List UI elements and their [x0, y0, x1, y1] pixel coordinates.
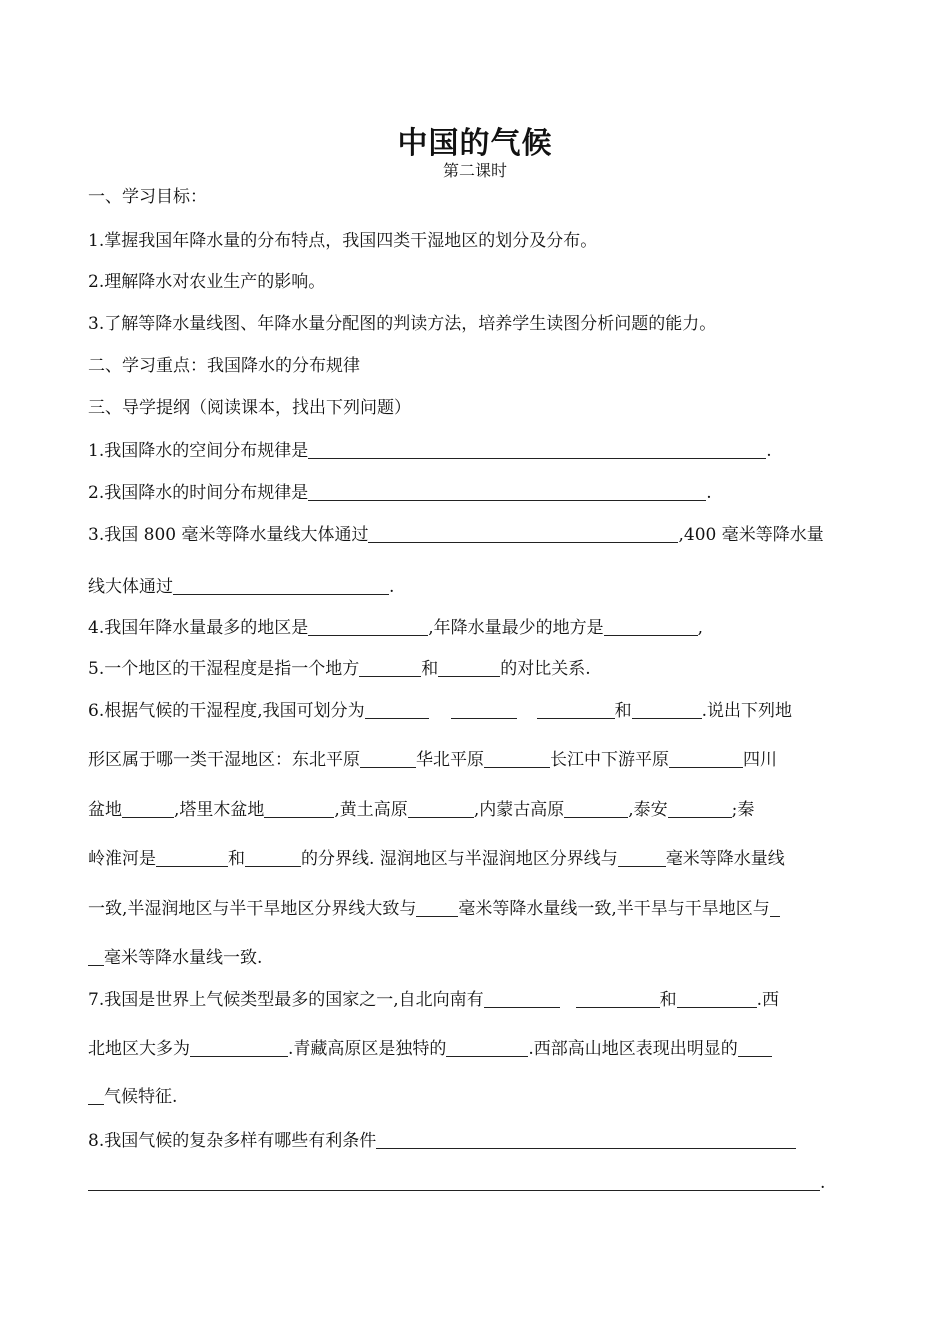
goal-2: 2.理解降水对农业生产的影响。 — [88, 272, 326, 292]
answer-blank[interactable] — [770, 898, 780, 917]
question-5-text: 5.一个地区的干湿程度是指一个地方 — [88, 659, 360, 679]
question-2 — [88, 481, 868, 505]
question-6-line-2 — [88, 748, 868, 772]
outline-heading: 三、导学提纲（阅读课本，找出下列问题） — [88, 398, 411, 418]
answer-blank[interactable] — [604, 617, 698, 636]
question-7 — [88, 988, 868, 1012]
q7-l2b: .青藏高原区是独特的 — [288, 1039, 447, 1059]
answer-blank[interactable] — [359, 658, 421, 677]
q6-l3b: ,塔里木盆地 — [174, 800, 265, 820]
q6-l5a: 一致,半湿润地区与半干旱地区分界线大致与 — [88, 899, 417, 919]
answer-blank[interactable] — [738, 1038, 772, 1057]
question-1-text: 1.我国降水的空间分布规律是 — [88, 441, 309, 461]
question-3 — [88, 523, 868, 547]
q6-l2d: 四川 — [743, 750, 777, 770]
question-4-end: , — [697, 618, 704, 638]
question-2-end: . — [706, 483, 712, 503]
goal-3: 3.了解等降水量线图、年降水量分配图的判读方法，培养学生读图分析问题的能力。 — [88, 314, 717, 334]
page-title: 中国的气候 — [397, 126, 553, 161]
answer-blank[interactable] — [576, 989, 660, 1008]
question-5-end: 的对比关系. — [500, 659, 591, 679]
q6-l3d: ,内蒙古高原 — [473, 800, 565, 820]
question-3-line-2 — [88, 575, 868, 599]
question-8-text: 8.我国气候的复杂多样有哪些有利条件 — [88, 1131, 377, 1151]
question-3-text: 3.我国 800 毫米等降水量线大体通过 — [88, 525, 369, 545]
focus-line: 二、学习重点：我国降水的分布规律 — [88, 356, 360, 376]
answer-blank[interactable] — [618, 848, 666, 867]
answer-blank[interactable] — [88, 947, 104, 966]
question-6 — [88, 699, 868, 723]
answer-blank[interactable] — [264, 799, 334, 818]
answer-blank[interactable] — [376, 1130, 796, 1149]
answer-blank[interactable] — [308, 617, 428, 636]
q6-l2a: 形区属于哪一类干湿地区：东北平原 — [88, 750, 360, 770]
answer-blank[interactable] — [416, 898, 458, 917]
answer-blank[interactable] — [438, 658, 500, 677]
answer-blank[interactable] — [677, 989, 757, 1008]
q7-l3: 气候特征. — [104, 1087, 178, 1107]
q6-l3c: ,黄土高原 — [334, 800, 408, 820]
question-6-line-5 — [88, 897, 868, 921]
question-5 — [88, 657, 868, 681]
question-4 — [88, 616, 868, 640]
q6-l5b: 毫米等降水量线一致,半干旱与干旱地区与 — [458, 899, 770, 919]
question-6-and: 和 — [614, 701, 632, 721]
answer-blank[interactable] — [451, 700, 517, 719]
answer-blank[interactable] — [446, 1038, 528, 1057]
question-1-end: . — [766, 441, 772, 461]
answer-blank[interactable] — [88, 1172, 820, 1191]
question-7-and: 和 — [659, 990, 677, 1010]
question-5-and: 和 — [421, 659, 439, 679]
goal-1: 1.掌握我国年降水量的分布特点，我国四类干湿地区的划分及分布。 — [88, 231, 598, 251]
answer-blank[interactable] — [360, 749, 416, 768]
question-4-mid: ,年降水量最少的地方是 — [428, 618, 604, 638]
question-6-line-3 — [88, 798, 868, 822]
q7-l2c: .西部高山地区表现出明显的 — [528, 1039, 738, 1059]
page-subtitle: 第二课时 — [442, 161, 507, 180]
question-3-line2-text: 线大体通过 — [88, 577, 173, 597]
question-6-text: 6.根据气候的干湿程度,我国可划分为 — [88, 701, 365, 721]
answer-blank[interactable] — [668, 799, 732, 818]
question-6-line-4 — [88, 847, 868, 871]
question-2-text: 2.我国降水的时间分布规律是 — [88, 483, 309, 503]
answer-blank[interactable] — [122, 799, 174, 818]
question-7-line-2 — [88, 1037, 868, 1061]
q6-l4c: 的分界线. 湿润地区与半湿润地区分界线与 — [301, 849, 618, 869]
answer-blank[interactable] — [156, 848, 228, 867]
answer-blank[interactable] — [245, 848, 301, 867]
answer-blank[interactable] — [564, 799, 628, 818]
answer-blank[interactable] — [632, 700, 702, 719]
answer-blank[interactable] — [173, 576, 389, 595]
q6-l4b: 和 — [228, 849, 245, 869]
q6-l3a: 盆地 — [88, 800, 122, 820]
goals-heading: 一、学习目标： — [88, 187, 207, 207]
question-6-l1-end: .说出下列地 — [701, 701, 793, 721]
question-3-end: . — [389, 577, 395, 597]
question-8-line-2 — [88, 1171, 868, 1195]
question-8 — [88, 1129, 868, 1153]
q6-l4a: 岭淮河是 — [88, 849, 156, 869]
question-3-mid: ,400 毫米等降水量 — [678, 525, 824, 545]
q6-l3f: ;秦 — [731, 800, 755, 820]
answer-blank[interactable] — [88, 1086, 104, 1105]
question-1 — [88, 439, 868, 463]
question-7-text: 7.我国是世界上气候类型最多的国家之一,自北向南有 — [88, 990, 484, 1010]
answer-blank[interactable] — [308, 440, 766, 459]
answer-blank[interactable] — [308, 482, 706, 501]
q6-l3e: ,泰安 — [628, 800, 668, 820]
answer-blank[interactable] — [484, 989, 560, 1008]
answer-blank[interactable] — [365, 700, 429, 719]
q6-l2c: 长江中下游平原 — [550, 750, 669, 770]
q6-l4d: 毫米等降水量线 — [665, 849, 785, 869]
q6-l2b: 华北平原 — [416, 750, 484, 770]
q7-l2a: 北地区大多为 — [88, 1039, 190, 1059]
question-4-text: 4.我国年降水量最多的地区是 — [88, 618, 309, 638]
q6-l6: 毫米等降水量线一致. — [104, 948, 263, 968]
question-6-line-6 — [88, 946, 868, 970]
question-8-end: . — [820, 1173, 826, 1193]
answer-blank[interactable] — [408, 799, 474, 818]
question-7-l1-end: .西 — [756, 990, 780, 1010]
answer-blank[interactable] — [484, 749, 550, 768]
answer-blank[interactable] — [669, 749, 743, 768]
question-7-line-3 — [88, 1085, 868, 1109]
answer-blank[interactable] — [190, 1038, 288, 1057]
answer-blank[interactable] — [368, 524, 678, 543]
answer-blank[interactable] — [537, 700, 615, 719]
